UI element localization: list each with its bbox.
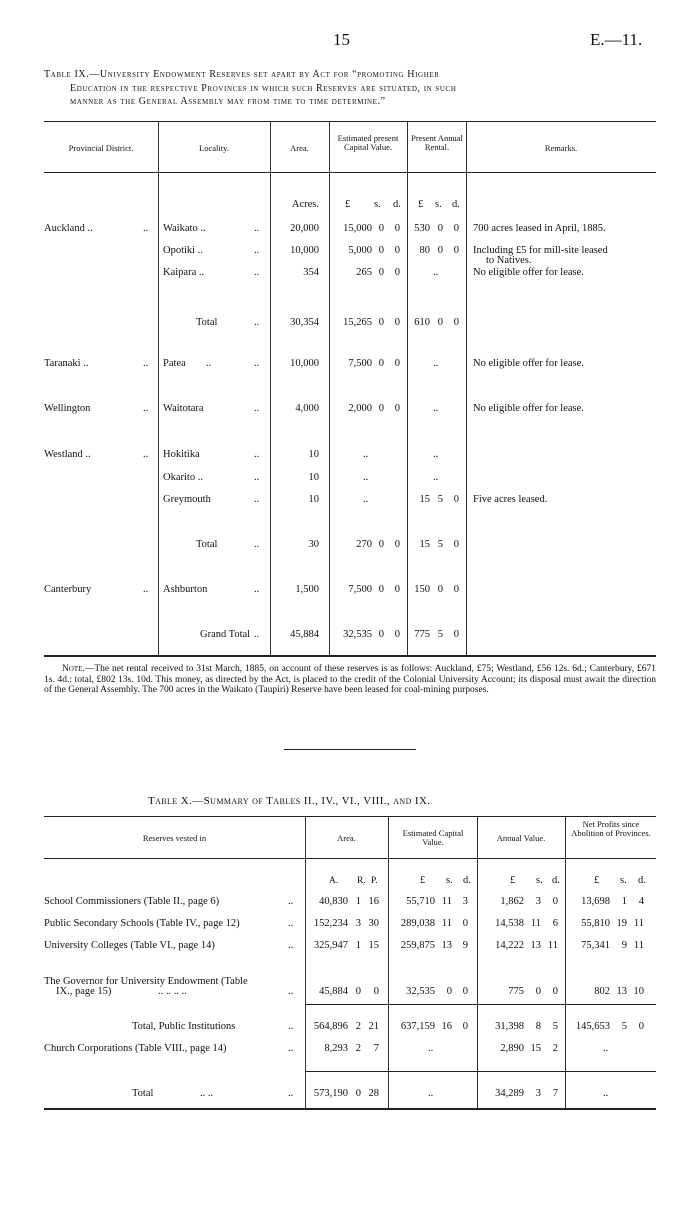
cell-rental-shillings: 0 <box>437 245 443 256</box>
cell-capital-pounds: 289,038 <box>400 918 435 929</box>
cell-capital-pence: 0 <box>394 358 400 369</box>
cell-profit-shillings: 5 <box>621 1021 627 1032</box>
cell-profit-pounds: 55,810 <box>581 918 610 929</box>
cell-annual-shillings: 3 <box>535 896 541 907</box>
cell-rental-pence: 0 <box>453 584 459 595</box>
unit-shillings: s. <box>620 875 627 886</box>
row-leader-dots: .. <box>143 449 149 460</box>
cell-profit-empty: .. <box>603 1088 609 1099</box>
cell-capital-shillings: 11 <box>441 896 452 907</box>
row-leader-dots: .. <box>254 358 260 369</box>
cell-area-roods: 2 <box>355 1043 361 1054</box>
cell-capital-pounds: 55,710 <box>406 896 435 907</box>
unit-perches: P. <box>371 876 378 886</box>
cell-capital-pence: 0 <box>394 267 400 278</box>
row-district: Westland .. <box>44 449 91 460</box>
cell-annual-pounds: 14,222 <box>495 940 524 951</box>
cell-rental-pence: 0 <box>453 629 459 640</box>
cell-area-roods: 2 <box>355 1021 361 1032</box>
cell-profit-pence: 11 <box>633 918 644 929</box>
row-leader-dots: .. <box>254 245 260 256</box>
cell-area: 10 <box>308 494 319 505</box>
cell-capital-pounds: 15,265 <box>343 317 372 328</box>
cell-rental-pounds: 80 <box>419 245 430 256</box>
cell-capital-shillings: 11 <box>441 918 452 929</box>
cell-area: 10 <box>308 472 319 483</box>
row-leader-dots: .. <box>288 940 294 951</box>
cell-area-perches: 28 <box>368 1088 379 1099</box>
table9-header-rule <box>44 172 656 173</box>
cell-annual-pence: 7 <box>552 1088 558 1099</box>
cell-area-acres: 573,190 <box>313 1088 348 1099</box>
cell-annual-pence: 0 <box>552 986 558 997</box>
cell-rental-pounds: 150 <box>414 584 430 595</box>
cell-capital-pounds: 259,875 <box>400 940 435 951</box>
row-locality: Kaipara .. <box>163 267 205 278</box>
column-header-rental: Present Annual Rental. <box>411 133 463 152</box>
cell-capital-shillings: 13 <box>441 940 452 951</box>
cell-capital-shillings: 16 <box>441 1021 452 1032</box>
row-district: Auckland .. <box>44 223 93 234</box>
cell-profit-pence: 0 <box>638 1021 644 1032</box>
cell-area-acres: 152,234 <box>313 918 348 929</box>
table9-title-line: manner as the General Assembly may from time to time determine.” <box>70 96 386 107</box>
row-leader-dots: .. <box>143 403 149 414</box>
cell-remarks: 700 acres leased in April, 1885. <box>473 223 606 234</box>
cell-annual-pounds: 1,862 <box>500 896 524 907</box>
table9-col-rule <box>158 121 159 655</box>
row-district: Wellington <box>44 403 91 414</box>
cell-rental-empty: .. <box>433 449 439 460</box>
column-header-capital: Estimated Capital Value. <box>402 828 464 847</box>
cell-rental-empty: .. <box>433 267 439 278</box>
cell-rental-shillings: 5 <box>437 494 443 505</box>
cell-area-roods: 1 <box>355 940 361 951</box>
row-leader-dots: .. <box>254 494 260 505</box>
cell-rental-pence: 0 <box>453 245 459 256</box>
cell-capital-shillings: 0 <box>446 986 452 997</box>
cell-capital-pence: 0 <box>394 584 400 595</box>
cell-annual-shillings: 3 <box>535 1088 541 1099</box>
row-district: Taranaki .. <box>44 358 89 369</box>
cell-annual-pence: 11 <box>547 940 558 951</box>
row-total-label: Total, Public Institutions <box>132 1021 236 1032</box>
cell-profit-pounds: 13,698 <box>581 896 610 907</box>
unit-shillings: s. <box>374 199 381 210</box>
column-header-area: Area. <box>290 143 309 153</box>
cell-capital-pounds: 7,500 <box>348 584 372 595</box>
cell-capital-pence: 0 <box>462 986 468 997</box>
cell-annual-shillings: 0 <box>535 986 541 997</box>
row-locality: Okarito .. <box>163 472 203 483</box>
cell-area: 10 <box>308 449 319 460</box>
cell-remarks: No eligible offer for lease. <box>473 358 584 369</box>
cell-capital-empty: .. <box>428 1043 434 1054</box>
cell-profit-shillings: 9 <box>621 940 627 951</box>
note-text: —The net rental received to 31st March, 1885, on account of these reserves is as follows: Auckland, £75; Westland, £56 12s. 6d.; Canterbury, £671 1s. 4d.: total, £802 13s. 10d. This money, as directed by the Act, is placed to the credit of the Colonial University Account; its disposal must await the direction of the General Assembly. The 700 acres in the Waikato (Taupiri) Reserve have been leased for coal-mining purposes. <box>44 664 656 695</box>
cell-annual-pounds: 2,890 <box>500 1043 524 1054</box>
column-header-area: Area. <box>337 833 356 843</box>
unit-pence: d. <box>638 875 646 886</box>
cell-profit-empty: .. <box>603 1043 609 1054</box>
cell-area-perches: 16 <box>368 896 379 907</box>
cell-area-perches: 15 <box>368 940 379 951</box>
unit-acres: Acres. <box>291 199 319 210</box>
cell-area-acres: 325,947 <box>313 940 348 951</box>
row-locality: Ashburton <box>163 584 208 595</box>
cell-annual-shillings: 13 <box>530 940 541 951</box>
cell-annual-pounds: 34,289 <box>495 1088 524 1099</box>
cell-profit-pence: 11 <box>633 940 644 951</box>
table10-col-rule <box>565 816 566 1108</box>
row-label: The Governor for University Endowment (Table <box>44 976 248 987</box>
cell-rental-shillings: 5 <box>437 629 443 640</box>
cell-capital-pence: 0 <box>462 918 468 929</box>
cell-capital-pounds: 637,159 <box>400 1021 435 1032</box>
cell-rental-empty: .. <box>433 403 439 414</box>
cell-area: 10,000 <box>290 358 319 369</box>
row-leader-dots: .. <box>254 584 260 595</box>
cell-annual-pence: 2 <box>552 1043 558 1054</box>
cell-capital-pence: 0 <box>394 245 400 256</box>
table9-title <box>44 68 656 109</box>
table10-col-rule <box>305 816 306 1108</box>
unit-pounds: £ <box>594 875 600 886</box>
note-label: Note. <box>62 664 85 674</box>
table9-title-line: Education in the respective Provinces in which such Reserves are situated, in such <box>70 82 457 94</box>
row-leader-dots: .. <box>288 1021 294 1032</box>
row-leader-dots: .. <box>143 358 149 369</box>
row-leader-dots: .. <box>206 358 212 369</box>
cell-annual-pounds: 14,538 <box>495 918 524 929</box>
table9-col-rule <box>329 121 330 655</box>
cell-rental-shillings: 0 <box>437 223 443 234</box>
cell-capital-pounds: 15,000 <box>343 223 372 234</box>
cell-area: 30 <box>308 539 319 550</box>
table9-title-line: Table IX.—University Endowment Reserves set apart by Act for “promoting Higher <box>44 69 440 80</box>
unit-shillings: s. <box>536 875 543 886</box>
cell-remarks: to Natives. <box>486 255 532 266</box>
cell-capital-pence: 0 <box>394 403 400 414</box>
row-district: Canterbury <box>44 584 92 595</box>
row-leader-dots: .. <box>254 223 260 234</box>
cell-annual-pence: 0 <box>552 896 558 907</box>
row-leader-dots: .. <box>143 584 149 595</box>
cell-area: 20,000 <box>290 223 319 234</box>
table10-total-rule <box>305 1071 656 1072</box>
cell-capital-pounds: 270 <box>356 539 372 550</box>
cell-rental-shillings: 0 <box>437 317 443 328</box>
cell-capital-shillings: 0 <box>378 223 384 234</box>
unit-pence: d. <box>393 199 401 210</box>
row-leader-dots: .. <box>254 539 260 550</box>
unit-pence: d. <box>552 875 560 886</box>
row-locality: Hokitika <box>163 449 200 460</box>
row-label: IX., page 15) <box>56 986 112 997</box>
row-leader-dots: .. <box>254 472 260 483</box>
cell-rental-pence: 0 <box>453 539 459 550</box>
cell-area-roods: 0 <box>355 1088 361 1099</box>
cell-capital-shillings: 0 <box>378 403 384 414</box>
cell-rental-empty: .. <box>433 358 439 369</box>
row-leader-dots: .. .. <box>200 1088 214 1099</box>
cell-annual-shillings: 8 <box>535 1021 541 1032</box>
cell-profit-pounds: 802 <box>594 986 610 997</box>
row-leader-dots: .. <box>254 449 260 460</box>
column-header-locality: Locality. <box>199 143 229 153</box>
cell-capital-empty: .. <box>428 1088 434 1099</box>
cell-area-acres: 8,293 <box>324 1043 348 1054</box>
cell-rental-shillings: 5 <box>437 539 443 550</box>
page-number: 15 <box>333 30 350 49</box>
cell-capital-pounds: 5,000 <box>348 245 372 256</box>
row-locality: Opotiki .. <box>163 245 203 256</box>
cell-area: 30,354 <box>290 317 319 328</box>
cell-rental-pounds: 15 <box>419 494 430 505</box>
cell-area: 45,884 <box>290 629 319 640</box>
cell-rental-pence: 0 <box>453 494 459 505</box>
unit-pounds: £ <box>510 875 516 886</box>
cell-rental-empty: .. <box>433 472 439 483</box>
row-total-label: Total <box>132 1088 154 1099</box>
row-total-label: Grand Total <box>200 629 251 640</box>
cell-capital-pence: 0 <box>394 539 400 550</box>
cell-capital-pence: 0 <box>394 629 400 640</box>
column-header-profits: Net Profits since Abolition of Provinces. <box>571 819 651 838</box>
column-header-annual: Annual Value. <box>496 833 546 843</box>
unit-pounds: £ <box>420 875 426 886</box>
row-locality: Greymouth <box>163 494 211 505</box>
row-locality: Waitotara <box>163 403 204 414</box>
cell-rental-pounds: 15 <box>419 539 430 550</box>
column-header-reserves: Reserves vested in <box>142 833 207 843</box>
cell-annual-shillings: 11 <box>530 918 541 929</box>
cell-area-acres: 45,884 <box>319 986 348 997</box>
cell-capital-pence: 9 <box>462 940 468 951</box>
cell-area-roods: 3 <box>355 918 361 929</box>
cell-profit-pence: 10 <box>633 986 644 997</box>
cell-annual-pence: 6 <box>552 918 558 929</box>
table9-col-rule <box>466 121 467 655</box>
unit-pence: d. <box>452 199 460 210</box>
unit-acres: A. <box>329 876 339 886</box>
row-label: University Colleges (Table VI., page 14) <box>44 940 215 951</box>
cell-capital-pence: 3 <box>462 896 468 907</box>
cell-profit-shillings: 1 <box>621 896 627 907</box>
table9-note <box>44 664 656 696</box>
table9-col-rule <box>407 121 408 655</box>
cell-profit-pence: 4 <box>638 896 644 907</box>
cell-area-roods: 0 <box>355 986 361 997</box>
row-leader-dots: .. <box>288 896 294 907</box>
cell-capital-empty: .. <box>363 494 369 505</box>
cell-capital-empty: .. <box>363 472 369 483</box>
cell-area: 1,500 <box>295 584 319 595</box>
row-total-label: Total <box>196 317 218 328</box>
cell-capital-shillings: 0 <box>378 629 384 640</box>
cell-area: 354 <box>303 267 319 278</box>
cell-rental-pounds: 775 <box>414 629 430 640</box>
cell-area-acres: 40,830 <box>319 896 348 907</box>
unit-shillings: s. <box>435 199 442 210</box>
cell-remarks: Including £5 for mill-site leased <box>473 245 608 256</box>
table10-title: Table X.—Summary of Tables II., IV., VI., VIII., and IX. <box>148 795 431 807</box>
cell-rental-pence: 0 <box>453 223 459 234</box>
row-locality: Patea <box>163 358 186 369</box>
unit-pounds: £ <box>418 199 424 210</box>
cell-remarks: No eligible offer for lease. <box>473 403 584 414</box>
cell-capital-pounds: 2,000 <box>348 403 372 414</box>
cell-capital-pounds: 265 <box>356 267 372 278</box>
row-label: Public Secondary Schools (Table IV., page 12) <box>44 918 240 929</box>
row-leader-dots: .. <box>288 1043 294 1054</box>
row-leader-dots: .. <box>288 1088 294 1099</box>
section-divider <box>284 749 416 750</box>
cell-area-perches: 7 <box>373 1043 379 1054</box>
cell-rental-pounds: 530 <box>414 223 430 234</box>
row-leader-dots: .. <box>288 918 294 929</box>
cell-area-acres: 564,896 <box>313 1021 348 1032</box>
cell-profit-shillings: 19 <box>616 918 627 929</box>
table9-bottom-rule <box>44 655 656 657</box>
row-leader-dots: .. <box>254 403 260 414</box>
cell-capital-shillings: 0 <box>378 317 384 328</box>
row-leader-dots: .. <box>288 986 294 997</box>
cell-area-perches: 21 <box>368 1021 379 1032</box>
cell-annual-pence: 5 <box>552 1021 558 1032</box>
table10-subtotal-rule <box>305 1004 656 1005</box>
cell-capital-shillings: 0 <box>378 584 384 595</box>
row-leader-dots: .. .. .. .. <box>158 986 187 997</box>
cell-capital-shillings: 0 <box>378 267 384 278</box>
cell-area: 4,000 <box>295 403 319 414</box>
cell-area-perches: 30 <box>368 918 379 929</box>
unit-shillings: s. <box>446 875 453 886</box>
cell-rental-pounds: 610 <box>414 317 430 328</box>
unit-pounds: £ <box>345 199 351 210</box>
row-locality: Waikato .. <box>163 223 206 234</box>
cell-capital-empty: .. <box>363 449 369 460</box>
document-reference: E.—11. <box>590 30 643 49</box>
row-label: School Commissioners (Table II., page 6) <box>44 896 220 907</box>
cell-capital-pence: 0 <box>462 1021 468 1032</box>
cell-remarks: No eligible offer for lease. <box>473 267 584 278</box>
cell-annual-shillings: 15 <box>530 1043 541 1054</box>
cell-capital-shillings: 0 <box>378 245 384 256</box>
cell-remarks: Five acres leased. <box>473 494 548 505</box>
cell-area-roods: 1 <box>355 896 361 907</box>
row-leader-dots: .. <box>254 629 260 640</box>
row-leader-dots: .. <box>254 317 260 328</box>
cell-profit-pounds: 75,341 <box>581 940 610 951</box>
row-label: Church Corporations (Table VIII., page 14) <box>44 1043 227 1054</box>
column-header-district: Provincial District. <box>68 143 134 153</box>
cell-capital-pence: 0 <box>394 317 400 328</box>
cell-capital-shillings: 0 <box>378 539 384 550</box>
cell-capital-pounds: 32,535 <box>343 629 372 640</box>
cell-capital-pence: 0 <box>394 223 400 234</box>
table10-col-rule <box>388 816 389 1108</box>
cell-profit-pounds: 145,653 <box>575 1021 610 1032</box>
cell-area: 10,000 <box>290 245 319 256</box>
column-header-capital: Estimated present Capital Value. <box>337 133 399 152</box>
table10-bottom-rule <box>44 1108 656 1110</box>
unit-pence: d. <box>463 875 471 886</box>
row-leader-dots: .. <box>254 267 260 278</box>
table9-top-rule <box>44 121 656 122</box>
row-total-label: Total <box>196 539 218 550</box>
table10-col-rule <box>477 816 478 1108</box>
cell-rental-shillings: 0 <box>437 584 443 595</box>
unit-roods: R. <box>357 876 366 886</box>
cell-capital-pounds: 7,500 <box>348 358 372 369</box>
cell-rental-pence: 0 <box>453 317 459 328</box>
column-header-remarks: Remarks. <box>544 143 578 153</box>
cell-capital-shillings: 0 <box>378 358 384 369</box>
row-leader-dots: .. <box>143 223 149 234</box>
cell-capital-pounds: 32,535 <box>406 986 435 997</box>
cell-annual-pounds: 31,398 <box>495 1021 524 1032</box>
cell-profit-shillings: 13 <box>616 986 627 997</box>
cell-area-perches: 0 <box>373 986 379 997</box>
cell-annual-pounds: 775 <box>508 986 524 997</box>
